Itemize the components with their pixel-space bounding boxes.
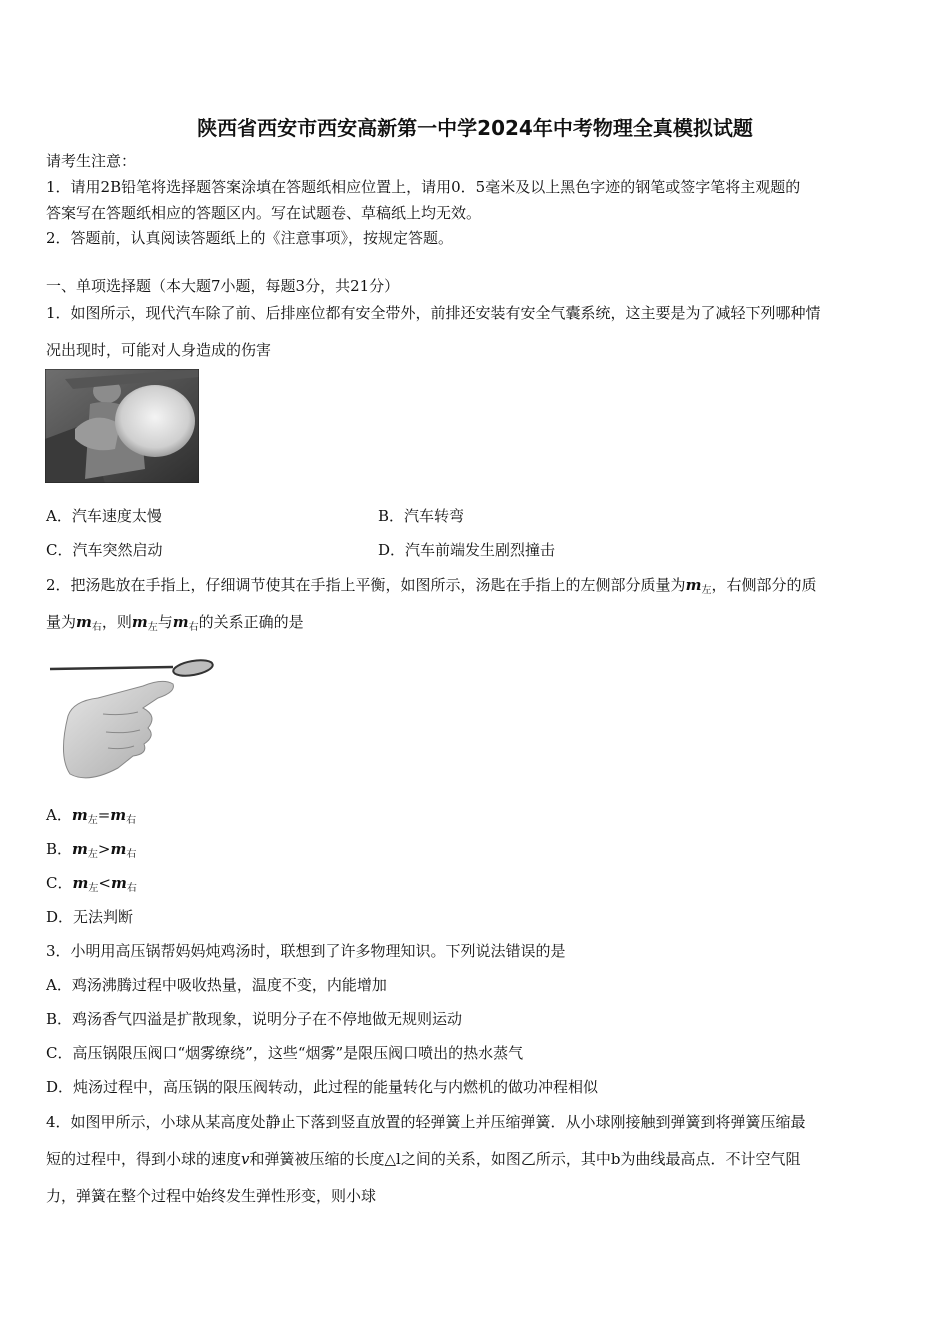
question-2-stem-line-1: 2．把汤匙放在手指上，仔细调节使其在手指上平衡，如图所示，汤匙在手指上的左侧部分质量为$m_左$，右侧部分的质 (46, 576, 817, 596)
question-4-stem-line-3: 力，弹簧在整个过程中始终发生弹性形变，则小球 (46, 1187, 377, 1205)
notice-item-2: 2．答题前，认真阅读答题纸上的《注意事项》，按规定答题。 (46, 229, 454, 247)
question-2-stem-line-2: 量为$m_右$，则$m_左$与$m_右$的关系正确的是 (46, 613, 304, 633)
question-2-option-b: B．$m_左>m_右$ (46, 840, 137, 860)
notice-item-1-line-2: 答案写在答题纸相应的答题区内。写在试题卷、草稿纸上均无效。 (46, 204, 482, 222)
section-heading: 一、单项选择题（本大题7小题，每题3分，共21分） (46, 277, 400, 295)
page-title: 陕西省西安市西安高新第一中学2024年中考物理全真模拟试题 (197, 116, 753, 140)
question-2-option-a: A．$m_左=m_右$ (46, 806, 137, 826)
question-3-option-a: A．鸡汤沸腾过程中吸收热量，温度不变，内能增加 (46, 976, 387, 994)
question-4-stem-line-2: 短的过程中，得到小球的速度v和弹簧被压缩的长度△l之间的关系，如图乙所示，其中b为曲线最高点．不计空气阻 (46, 1150, 801, 1168)
question-3-stem: 3．小明用高压锅帮妈妈炖鸡汤时，联想到了许多物理知识。下列说法错误的是 (46, 942, 566, 960)
question-1-stem-line-1: 1．如图所示，现代汽车除了前、后排座位都有安全带外，前排还安装有安全气囊系统，这主要是为了减轻下列哪种情 (46, 304, 821, 322)
notice-item-1-line-1: 1．请用2B铅笔将选择题答案涂填在答题纸相应位置上，请用0．5毫米及以上黑色字迹的钢笔或签字笔将主观题的 (46, 178, 801, 196)
question-1-stem-line-2: 况出现时，可能对人身造成的伤害 (46, 341, 272, 359)
question-1-option-d: D．汽车前端发生剧烈撞击 (378, 541, 556, 559)
question-1-option-c: C．汽车突然启动 (46, 541, 163, 559)
question-3-option-b: B．鸡汤香气四溢是扩散现象，说明分子在不停地做无规则运动 (46, 1010, 463, 1028)
question-2-option-c: C．$m_左<m_右$ (46, 874, 137, 894)
notice-heading: 请考生注意： (46, 152, 137, 170)
question-3-option-c: C．高压锅限压阀口“烟雾缭绕”，这些“烟雾”是限压阀口喷出的热水蒸气 (46, 1044, 524, 1062)
question-1-option-b: B．汽车转弯 (378, 507, 465, 525)
question-2-option-d: D．无法判断 (46, 908, 134, 926)
spoon-on-finger-illustration (48, 656, 214, 783)
question-3-option-d: D．炖汤过程中，高压锅的限压阀转动，此过程的能量转化与内燃机的做功冲程相似 (46, 1078, 599, 1096)
airbag-photo (45, 369, 199, 483)
question-4-stem-line-1: 4．如图甲所示，小球从某高度处静止下落到竖直放置的轻弹簧上并压缩弹簧．从小球刚接触到弹簧到将弹簧压缩最 (46, 1113, 806, 1131)
question-1-option-a: A．汽车速度太慢 (46, 507, 162, 525)
